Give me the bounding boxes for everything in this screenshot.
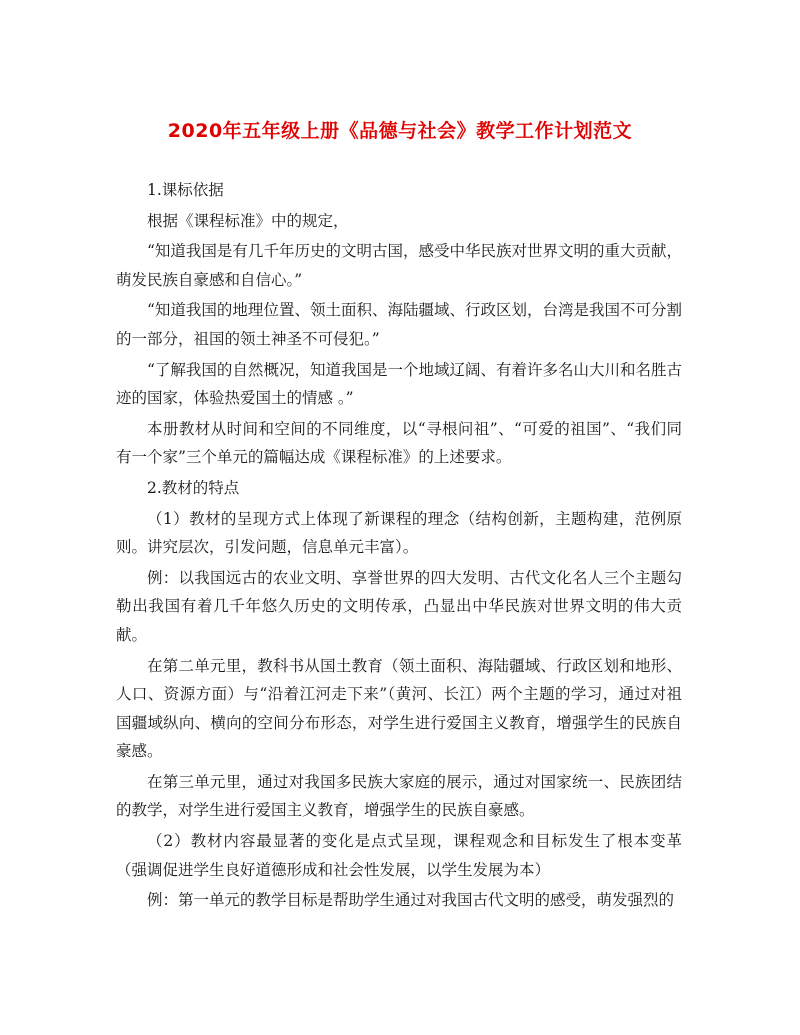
quote-paragraph: “知道我国的地理位置、领土面积、海陆疆域、行政区划，台湾是我国不可分割的一部分，祖国的领土神圣不可侵犯。” [116,301,682,348]
paragraph: 在第二单元里，教科书从国土教育（领土面积、海陆疆域、行政区划和地形、人口、资源方面）与“沿着江河走下来”（黄河、长江）两个主题的学习，通过对祖国疆域纵向、横向的空间分布形态，对学生进行爱国主义教育，增强学生的民族自豪感。 [116,656,682,761]
document-title: 2020年五年级上册《品德与社会》教学工作计划范文 [167,120,633,142]
section-heading-1: 1.课标依据 [147,181,224,199]
paragraph: （1）教材的呈现方式上体现了新课程的理念（结构创新，主题构建，范例原则。讲究层次，引发问题，信息单元丰富）。 [116,509,682,557]
quote-paragraph: “了解我国的自然概况，知道我国是一个地域辽阔、有着许多名山大川和名胜古迹的国家，体验热爱国土的情感 。” [116,360,682,408]
example-paragraph: 例：以我国远古的农业文明、享誉世界的四大发明、古代文化名人三个主题勾勒出我国有着几千年悠久历史的文明传承，凸显出中华民族对世界文明的伟大贡献。 [116,568,682,644]
paragraph: （2）教材内容最显著的变化是点式呈现，课程观念和目标发生了根本变革（强调促进学生良好道德形成和社会性发展，以学生发展为本） [116,832,682,879]
paragraph: 本册教材从时间和空间的不同维度，以“寻根问祖”、“可爱的祖国”、“我们同有一个家”三个单元的篇幅达成《课程标准》的上述要求。 [116,419,682,467]
paragraph: 在第三单元里，通过对我国多民族大家庭的展示，通过对国家统一、民族团结的教学，对学生进行爱国主义教育，增强学生的民族自豪感。 [116,772,682,820]
section-heading-2: 2.教材的特点 [147,478,240,497]
example-paragraph: 例：第一单元的教学目标是帮助学生通过对我国古代文明的感受，萌发强烈的 [147,891,675,910]
paragraph: 根据《课程标准》中的规定， [147,211,349,230]
document-body [116,176,682,915]
quote-paragraph: “知道我国是有几千年历史的文明古国，感受中华民族对世界文明的重大贡献，萌发民族自豪感和自信心。” [116,242,682,289]
